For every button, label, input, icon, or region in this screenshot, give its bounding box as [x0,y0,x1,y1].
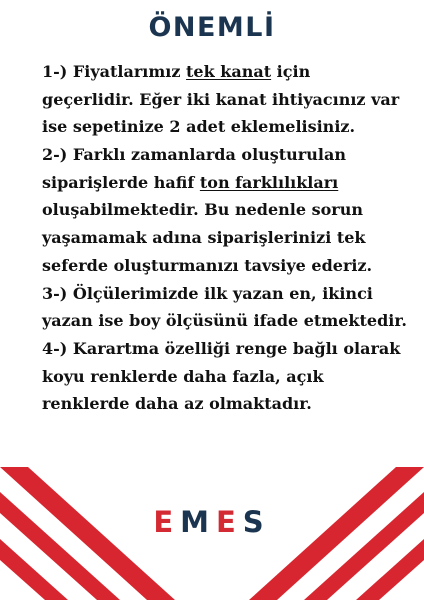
notice-line [42,390,412,418]
underlined-emphasis: ton farklılıkları [199,172,339,192]
notice-line [42,363,412,391]
notice-item-2 [42,141,412,279]
logo-letter: E [215,505,243,539]
text-segment: 3-) Ölçülerimizde ilk yazan en, ikinci [42,283,373,303]
underlined-emphasis: tek kanat [186,62,272,81]
text-segment: 4-) Karartma özelliği renge bağlı olarak [42,338,401,358]
notice-line [42,252,412,280]
text-segment: seferde oluşturmanızı tavsiye ederiz. [42,255,373,275]
text-segment: yaşamamak adına siparişlerinizi tek [42,228,366,248]
notice-line [42,86,412,114]
logo-letter: M [180,505,216,539]
text-segment: ise sepetinize 2 adet eklemelisiniz. [42,117,356,137]
notice-line [42,335,412,363]
text-segment: 1-) Fiyatlarımız [42,62,187,81]
text-segment: geçerlidir. Eğer iki kanat ihtiyacınız var [42,89,400,109]
text-segment: yazan ise boy ölçüsünü ifade etmektedir. [42,311,407,331]
text-segment: 2-) Farklı zamanlarda oluşturulan [42,145,346,165]
logo-letter: S [242,505,271,539]
notice-item-3 [42,280,412,335]
text-segment: oluşabilmektedir. Bu nedenle sorun [42,200,363,220]
text-segment: için [271,62,311,81]
notice-line [42,169,412,197]
notice-line [42,113,412,141]
notice-line [42,280,412,308]
notice-line [42,224,412,252]
logo-letter: E [153,505,181,539]
notice-line [42,196,412,224]
brand-logo [0,505,424,539]
text-segment: renklerde daha az olmaktadır. [42,394,312,414]
notice-line [42,58,412,86]
text-segment: koyu renklerde daha fazla, açık [42,366,324,386]
notice-line [42,141,412,169]
notice-body [42,58,412,418]
notice-item-4 [42,335,412,418]
notice-line [42,307,412,335]
notice-item-1 [42,58,412,141]
page-title: ÖNEMLİ [148,12,276,43]
text-segment: siparişlerde hafif [42,172,200,192]
